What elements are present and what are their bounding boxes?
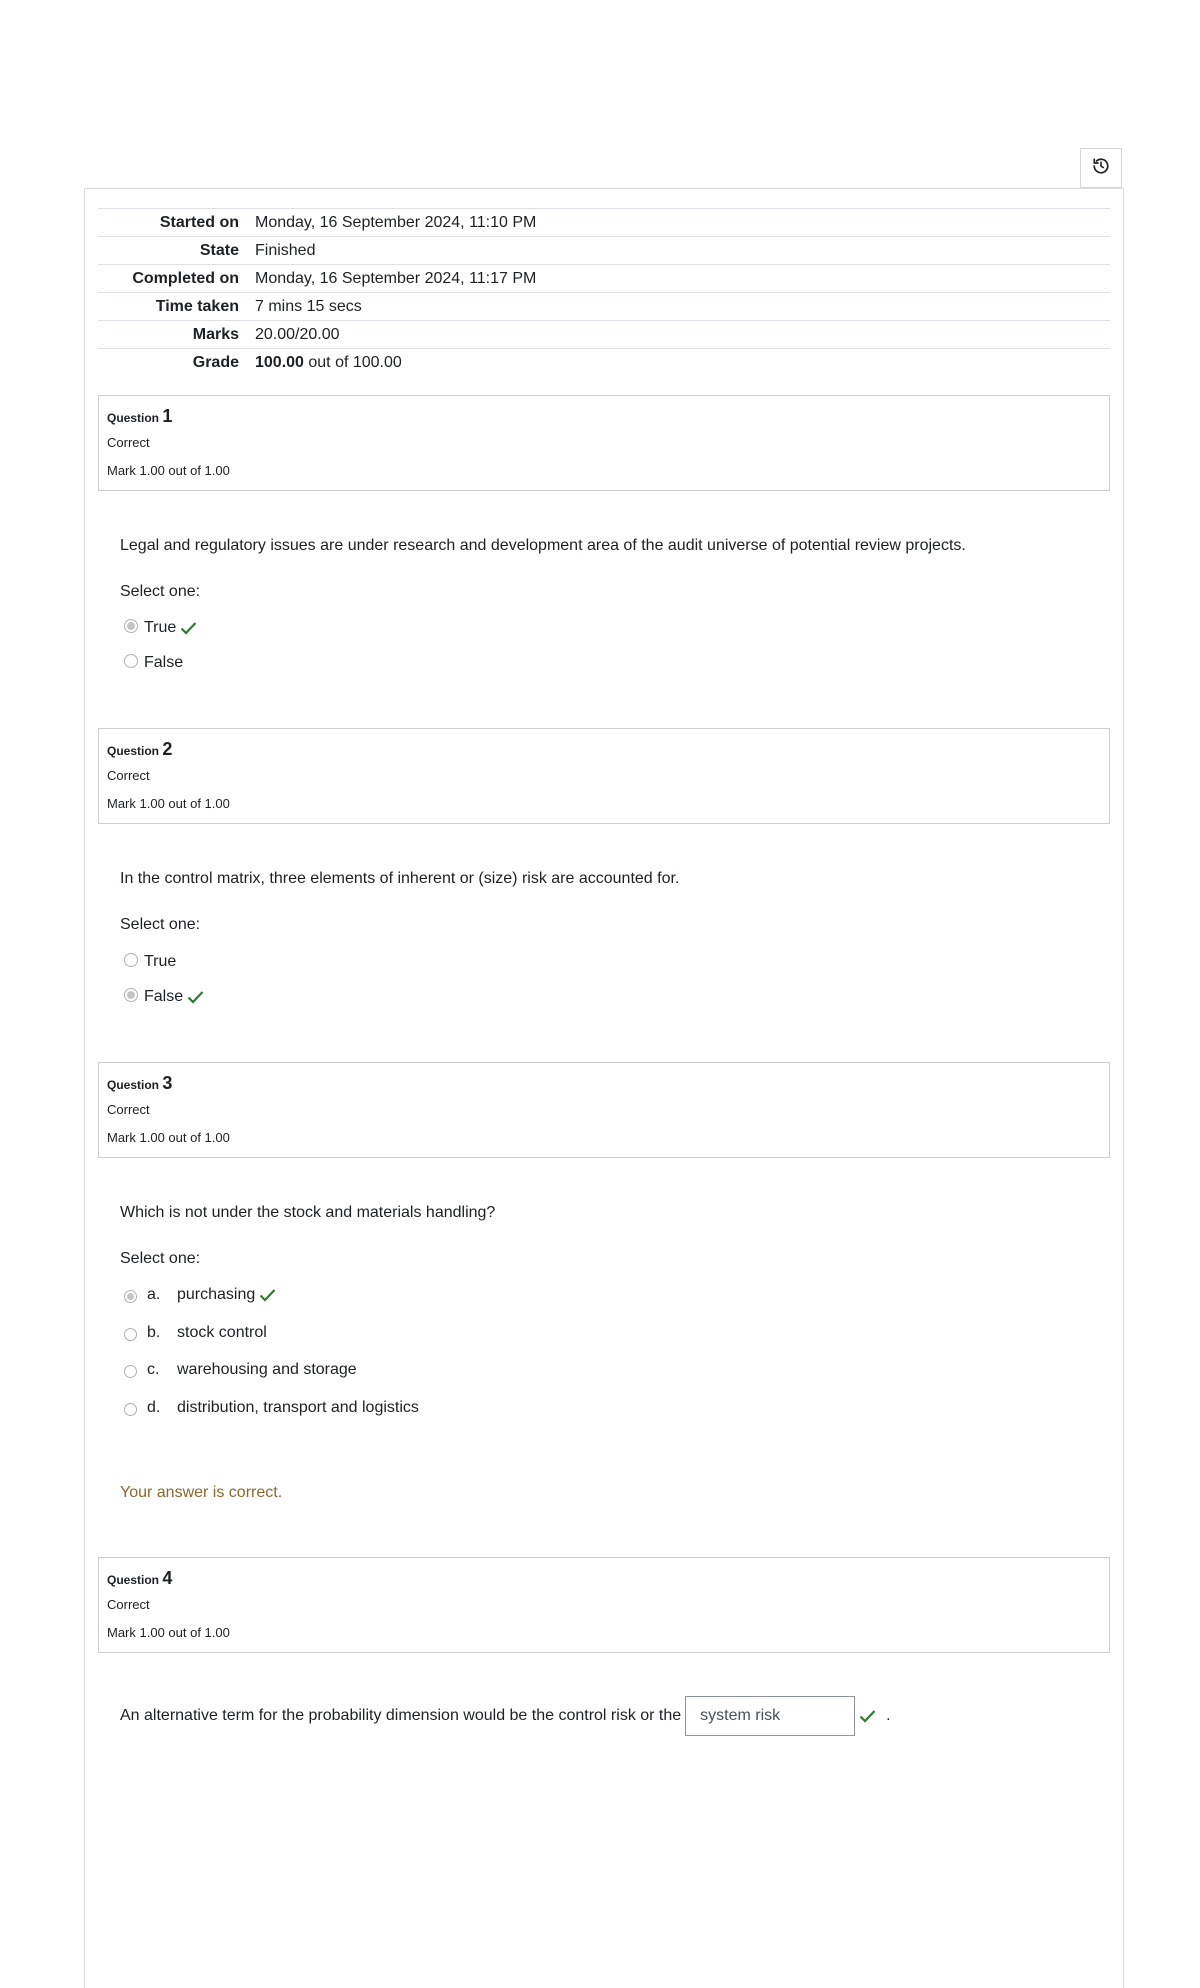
- option-a[interactable]: [124, 1285, 276, 1305]
- summary-row-started: [98, 209, 1110, 237]
- option-label: warehousing and storage: [177, 1361, 357, 1378]
- option-false[interactable]: [124, 987, 204, 1007]
- option-label: stock control: [177, 1324, 267, 1341]
- radio-button[interactable]: [124, 1290, 137, 1303]
- select-prompt: Select one:: [120, 583, 201, 600]
- history-icon: [1092, 157, 1110, 180]
- radio-button[interactable]: [124, 1403, 137, 1416]
- summary-label: Started on: [159, 213, 239, 231]
- answer-feedback: Your answer is correct.: [120, 1484, 283, 1501]
- question-state: Correct: [107, 1597, 150, 1612]
- radio-button[interactable]: [124, 988, 138, 1002]
- radio-button[interactable]: [124, 619, 138, 633]
- question-info-4: [98, 1557, 1110, 1653]
- select-prompt: Select one:: [120, 1250, 201, 1267]
- summary-label: State: [199, 241, 239, 259]
- question-info-3: [98, 1062, 1110, 1158]
- option-label: distribution, transport and logistics: [177, 1399, 419, 1416]
- grade-score: 100.00: [255, 353, 304, 371]
- option-c[interactable]: [124, 1360, 357, 1380]
- option-label: True: [144, 953, 177, 970]
- summary-label: Grade: [192, 353, 239, 371]
- option-letter: b.: [147, 1324, 161, 1341]
- summary-row-time-taken: [98, 293, 1110, 321]
- summary-label: Time taken: [155, 297, 239, 315]
- check-icon: [180, 621, 197, 635]
- question-number: Question 1: [107, 406, 173, 426]
- question-info-1: [98, 395, 1110, 491]
- question-text: Legal and regulatory issues are under research and development area of the audit universe of potential review projects.: [120, 537, 966, 554]
- option-false[interactable]: [124, 653, 183, 673]
- option-label: False: [144, 988, 184, 1005]
- check-icon: [187, 990, 204, 1004]
- grade-total: out of 100.00: [303, 353, 402, 371]
- option-label: purchasing: [177, 1286, 256, 1303]
- question-mark: Mark 1.00 out of 1.00: [107, 1625, 230, 1640]
- summary-value: 20.00/20.00: [255, 325, 340, 343]
- summary-value: 7 mins 15 secs: [255, 297, 362, 315]
- summary-value: Monday, 16 September 2024, 11:10 PM: [255, 213, 537, 231]
- question-mark: Mark 1.00 out of 1.00: [107, 463, 230, 478]
- summary-row-state: [98, 237, 1110, 265]
- option-b[interactable]: [124, 1323, 267, 1343]
- option-label: True: [144, 619, 177, 636]
- summary-value: [255, 349, 1110, 377]
- summary-row-completed: [98, 265, 1110, 293]
- question-state: Correct: [107, 768, 150, 783]
- question-number: Question 3: [107, 1073, 173, 1093]
- summary-label: Completed on: [132, 269, 239, 287]
- option-true[interactable]: [124, 952, 176, 972]
- question-number: Question 4: [107, 1568, 173, 1588]
- review-history-button[interactable]: [1080, 148, 1122, 188]
- question-text-before: An alternative term for the probability dimension would be the control risk or the: [120, 1707, 682, 1724]
- radio-button[interactable]: [124, 953, 138, 967]
- radio-button[interactable]: [124, 1328, 137, 1341]
- radio-button[interactable]: [124, 654, 138, 668]
- question-text-after: .: [886, 1707, 891, 1724]
- summary-row-marks: [98, 321, 1110, 349]
- option-letter: a.: [147, 1286, 161, 1303]
- question-mark: Mark 1.00 out of 1.00: [107, 1130, 230, 1145]
- question-number: Question 2: [107, 739, 173, 759]
- question-text: In the control matrix, three elements of inherent or (size) risk are accounted for.: [120, 870, 680, 887]
- check-icon: [859, 1709, 876, 1723]
- question-state: Correct: [107, 435, 150, 450]
- summary-label: Marks: [192, 325, 239, 343]
- attempt-summary-table: [98, 208, 1110, 376]
- question-text: [120, 1696, 891, 1736]
- check-icon: [259, 1288, 276, 1302]
- option-letter: d.: [147, 1399, 161, 1416]
- question-text: Which is not under the stock and materials handling?: [120, 1204, 496, 1221]
- radio-button[interactable]: [124, 1365, 137, 1378]
- question-mark: Mark 1.00 out of 1.00: [107, 796, 230, 811]
- summary-value: Finished: [255, 241, 316, 259]
- summary-row-grade: [98, 349, 1110, 377]
- summary-value: Monday, 16 September 2024, 11:17 PM: [255, 269, 537, 287]
- option-label: False: [144, 654, 184, 671]
- question-info-2: [98, 728, 1110, 824]
- option-true[interactable]: [124, 618, 197, 638]
- option-d[interactable]: [124, 1398, 419, 1418]
- option-letter: c.: [147, 1361, 160, 1378]
- question-state: Correct: [107, 1102, 150, 1117]
- answer-input[interactable]: system risk: [685, 1696, 855, 1736]
- select-prompt: Select one:: [120, 916, 201, 933]
